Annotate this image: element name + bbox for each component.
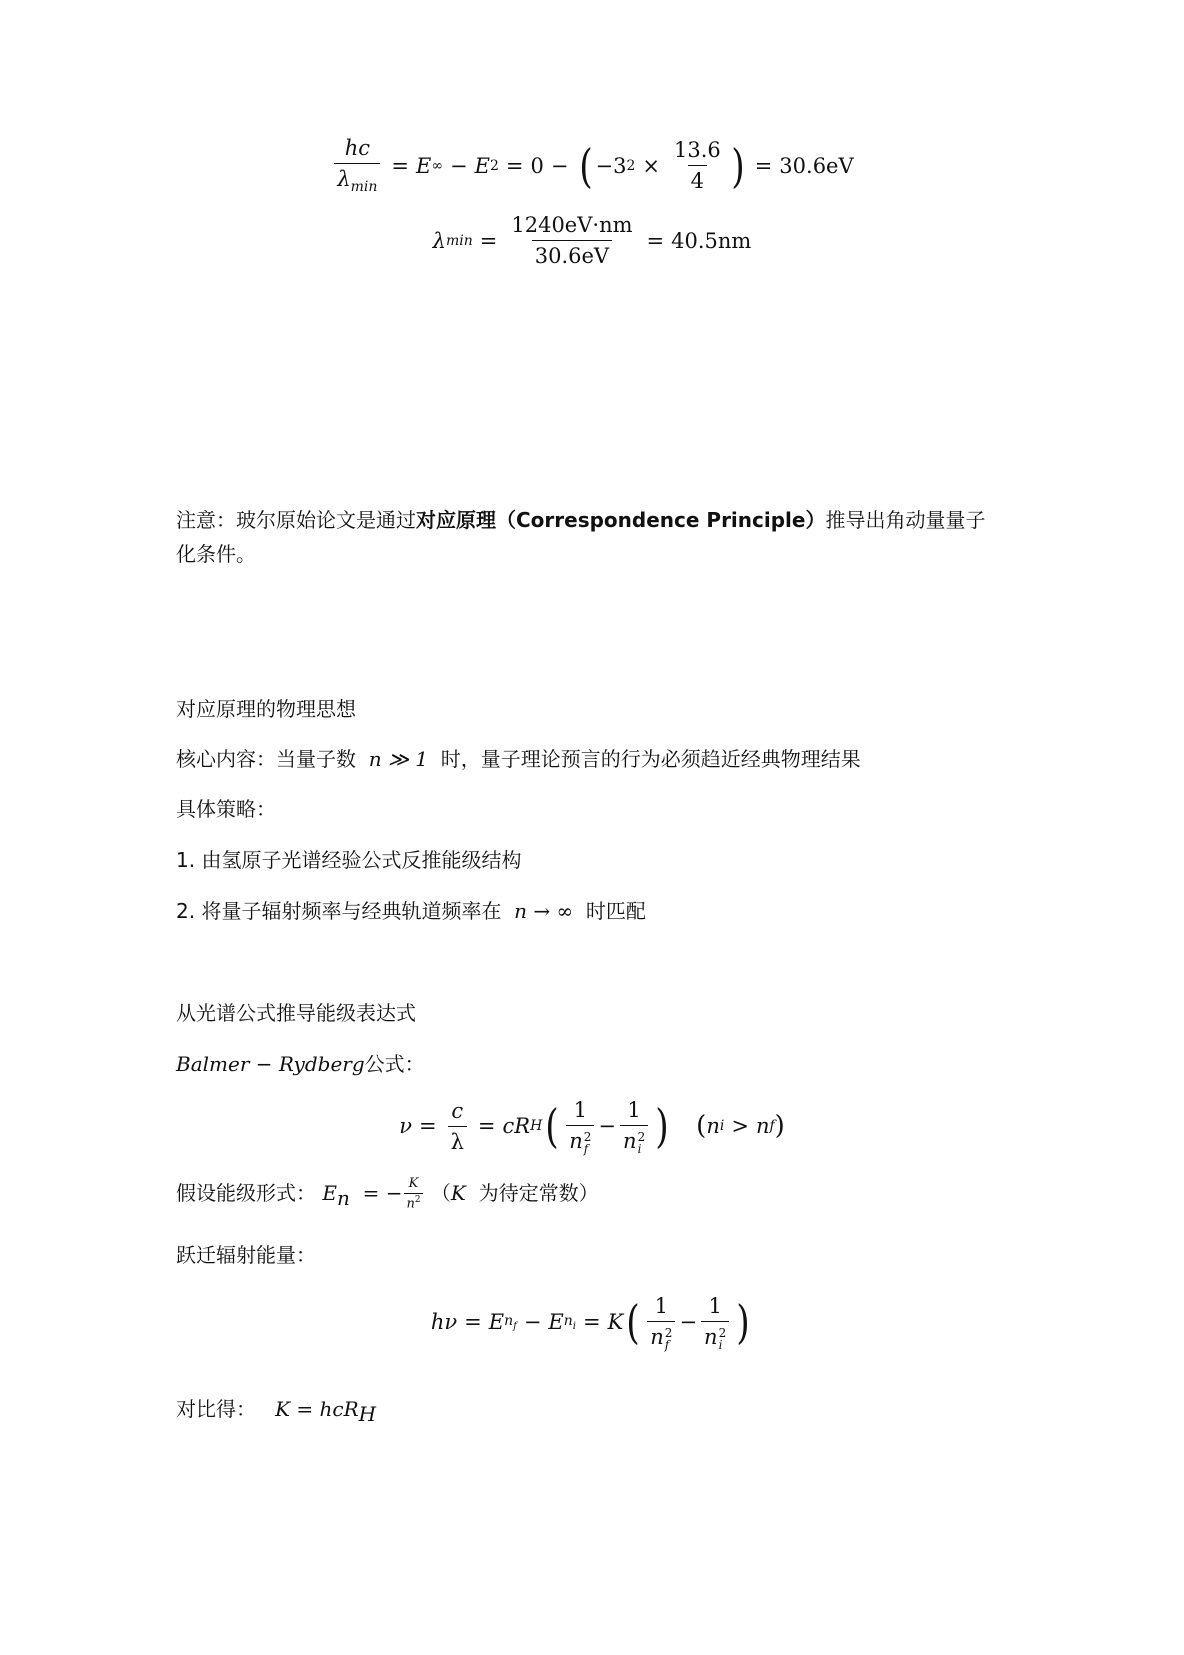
list-item-1: 1. 由氢原子光谱经验公式反推能级结构: [176, 848, 522, 872]
fraction-13-6-over-4: $\frac{13.6}{4}$: [673, 138, 721, 194]
fraction-1-over-ni2-eq4: 1 n 2 i: [701, 1294, 729, 1351]
fraction-1240-over-30-6: $\frac{1240eV\cdot nm}{30.6eV}$: [511, 213, 633, 269]
fraction-K-over-n2: $\frac{K}{n^2}$: [406, 1175, 421, 1212]
core-content-line: 核心内容：当量子数 n ≫ 1 时，量子理论预言的行为必须趋近经典物理结果: [176, 747, 861, 771]
fraction-1-over-nf2-eq4: 1 n 2 f: [647, 1294, 675, 1351]
transition-energy-label: 跃迁辐射能量：: [176, 1243, 316, 1267]
fraction-1-over-nf2: 1 n 2 f: [566, 1098, 594, 1155]
list-item-2: 2. 将量子辐射频率与经典轨道频率在 n → ∞ 时匹配: [176, 899, 646, 923]
fraction-c-over-lambda: $\frac{c}{\lambda}$: [448, 1099, 467, 1154]
equation-rydberg-frequency: ν = $\frac{c}{\lambda}$ = cR H ( 1 n 2 f − 1 n 2 i ) ( n i > n f ): [399, 1098, 785, 1156]
balmer-rydberg-label: Balmer − Rydberg公式：: [176, 1052, 425, 1076]
equation-transition-energy: hν = E $n_f$ − E $n_i$ = K ( 1 n 2 f − 1 n 2 i ): [430, 1294, 750, 1352]
comparison-result: 对比得： K = hcR$_H$: [176, 1397, 377, 1426]
energy-level-assumption: 假设能级形式： $E_n$ = − $\frac{K}{n^2}$ （K 为待定常数）: [176, 1175, 599, 1212]
note-paragraph: 注意：玻尔原始论文是通过对应原理（Correspondence Principle）推导出角动量量子 化条件。: [176, 508, 986, 566]
section-title-correspondence: 对应原理的物理思想: [176, 697, 356, 721]
fraction-1-over-ni2: 1 n 2 i: [620, 1098, 648, 1155]
fraction-hc-over-lambda: $\frac{hc}{\lambda_{min}}$: [334, 136, 380, 195]
strategy-label: 具体策略：: [176, 797, 276, 821]
equation-lambda-min: λ min = $\frac{1240eV\cdot nm}{30.6eV}$ = 40.5nm: [432, 213, 752, 269]
section-title-derivation: 从光谱公式推导能级表达式: [176, 1001, 416, 1025]
equation-photon-energy: $\frac{hc}{\lambda_{min}}$ = E ∞ − E 2 = 0 − ( −3 2 × $\frac{13.6}{4}$ ) = 30.6eV: [0, 136, 1184, 195]
